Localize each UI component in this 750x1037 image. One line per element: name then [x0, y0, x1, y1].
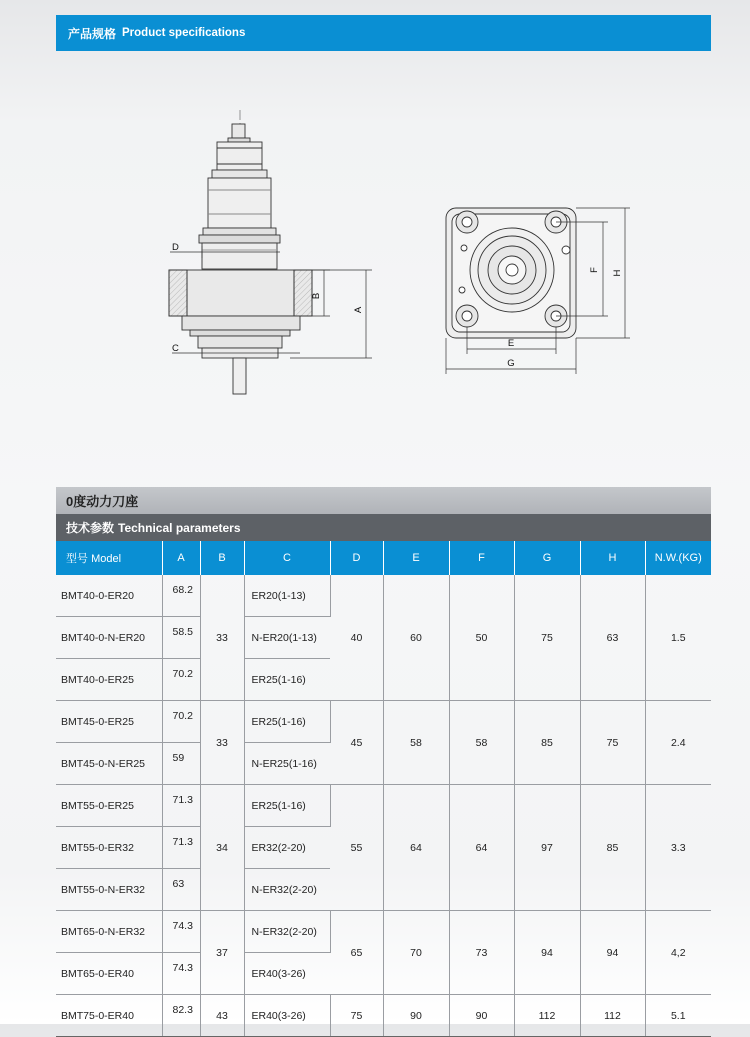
- cell-g: 112: [514, 995, 580, 1037]
- cell-c: N-ER25(1-16): [244, 743, 330, 785]
- technical-parameters-table: [56, 541, 711, 1037]
- cell-d: 45: [330, 701, 383, 785]
- cell-a: 68.2: [162, 575, 200, 617]
- table-row: [56, 575, 711, 617]
- dim-label-e: E: [507, 338, 515, 349]
- cell-f: 50: [449, 575, 514, 701]
- technical-drawing: [0, 0, 750, 480]
- header-f: F: [449, 541, 514, 575]
- cell-g: 85: [514, 701, 580, 785]
- cell-e: 70: [383, 911, 449, 995]
- cell-a: 74.3: [162, 953, 200, 995]
- cell-f: 90: [449, 995, 514, 1037]
- header-e: E: [383, 541, 449, 575]
- cell-c: ER40(3-26): [244, 995, 330, 1037]
- cell-model: BMT40-0-N-ER20: [56, 617, 162, 659]
- cell-f: 58: [449, 701, 514, 785]
- cell-g: 97: [514, 785, 580, 911]
- cell-c: ER40(3-26): [244, 953, 330, 995]
- header-g: G: [514, 541, 580, 575]
- cell-nw: 4,2: [645, 911, 711, 995]
- header-title-cn: 产品规格: [68, 26, 117, 41]
- cell-a: 58.5: [162, 617, 200, 659]
- header-h: H: [580, 541, 645, 575]
- dim-label-c: C: [172, 343, 179, 354]
- cell-c: N-ER32(2-20): [244, 911, 330, 953]
- front-view-drawing: [446, 208, 576, 338]
- technical-parameters-bar: [56, 514, 711, 541]
- cell-h: 85: [580, 785, 645, 911]
- cell-b: 43: [200, 995, 244, 1037]
- cell-a: 74.3: [162, 911, 200, 953]
- cell-b: 37: [200, 911, 244, 995]
- cell-d: 65: [330, 911, 383, 995]
- cell-model: BMT40-0-ER20: [56, 575, 162, 617]
- cell-h: 63: [580, 575, 645, 701]
- cell-model: BMT55-0-N-ER32: [56, 869, 162, 911]
- cell-e: 90: [383, 995, 449, 1037]
- dim-label-f: F: [589, 267, 600, 273]
- cell-g: 94: [514, 911, 580, 995]
- dim-label-h: H: [612, 269, 623, 277]
- cell-b: 33: [200, 701, 244, 785]
- cell-model: BMT65-0-ER40: [56, 953, 162, 995]
- header-nw: N.W.(KG): [645, 541, 711, 575]
- header-model: [56, 541, 162, 575]
- section-title-bar: [56, 487, 711, 514]
- cell-a: 70.2: [162, 659, 200, 701]
- params-title-en: Technical parameters: [118, 520, 241, 535]
- cell-model: BMT75-0-ER40: [56, 995, 162, 1037]
- cell-a: 71.3: [162, 827, 200, 869]
- cell-f: 64: [449, 785, 514, 911]
- cell-c: ER25(1-16): [244, 785, 330, 827]
- cell-a: 71.3: [162, 785, 200, 827]
- table-header-row: [56, 541, 711, 575]
- cell-a: 59: [162, 743, 200, 785]
- cell-d: 75: [330, 995, 383, 1037]
- table-row: [56, 995, 711, 1037]
- cell-model: BMT45-0-ER25: [56, 701, 162, 743]
- cell-h: 94: [580, 911, 645, 995]
- cell-d: 40: [330, 575, 383, 701]
- cell-e: 58: [383, 701, 449, 785]
- table-row: [56, 785, 711, 827]
- params-title-cn: 技术参数: [66, 521, 115, 535]
- dim-label-d: D: [172, 242, 179, 253]
- cell-c: ER20(1-13): [244, 575, 330, 617]
- dim-label-a: A: [353, 306, 364, 314]
- header-c: C: [244, 541, 330, 575]
- cell-model: BMT65-0-N-ER32: [56, 911, 162, 953]
- dim-label-b: B: [311, 292, 322, 300]
- cell-c: N-ER20(1-13): [244, 617, 330, 659]
- header-a: A: [162, 541, 200, 575]
- cell-c: ER25(1-16): [244, 701, 330, 743]
- cell-g: 75: [514, 575, 580, 701]
- header-b: B: [200, 541, 244, 575]
- table-row: [56, 911, 711, 953]
- cell-b: 33: [200, 575, 244, 701]
- header-model-en: Model: [91, 553, 122, 565]
- cell-c: ER25(1-16): [244, 659, 330, 701]
- cell-model: BMT45-0-N-ER25: [56, 743, 162, 785]
- header-title-en: Product specifications: [122, 27, 246, 39]
- cell-d: 55: [330, 785, 383, 911]
- dim-label-g: G: [507, 358, 515, 369]
- cell-f: 73: [449, 911, 514, 995]
- cell-nw: 2.4: [645, 701, 711, 785]
- cell-a: 70.2: [162, 701, 200, 743]
- cell-nw: 5.1: [645, 995, 711, 1037]
- cell-model: BMT55-0-ER32: [56, 827, 162, 869]
- cell-e: 60: [383, 575, 449, 701]
- cell-b: 34: [200, 785, 244, 911]
- cell-nw: 3.3: [645, 785, 711, 911]
- cell-c: N-ER32(2-20): [244, 869, 330, 911]
- cell-nw: 1.5: [645, 575, 711, 701]
- cell-a: 82.3: [162, 995, 200, 1037]
- cell-model: BMT40-0-ER25: [56, 659, 162, 701]
- section-title: 0度动力刀座: [66, 494, 139, 509]
- cell-c: ER32(2-20): [244, 827, 330, 869]
- cell-h: 75: [580, 701, 645, 785]
- cell-e: 64: [383, 785, 449, 911]
- cell-model: BMT55-0-ER25: [56, 785, 162, 827]
- cell-h: 112: [580, 995, 645, 1037]
- cell-a: 63: [162, 869, 200, 911]
- header-d: D: [330, 541, 383, 575]
- table-row: [56, 701, 711, 743]
- header-model-cn: 型号: [66, 553, 88, 565]
